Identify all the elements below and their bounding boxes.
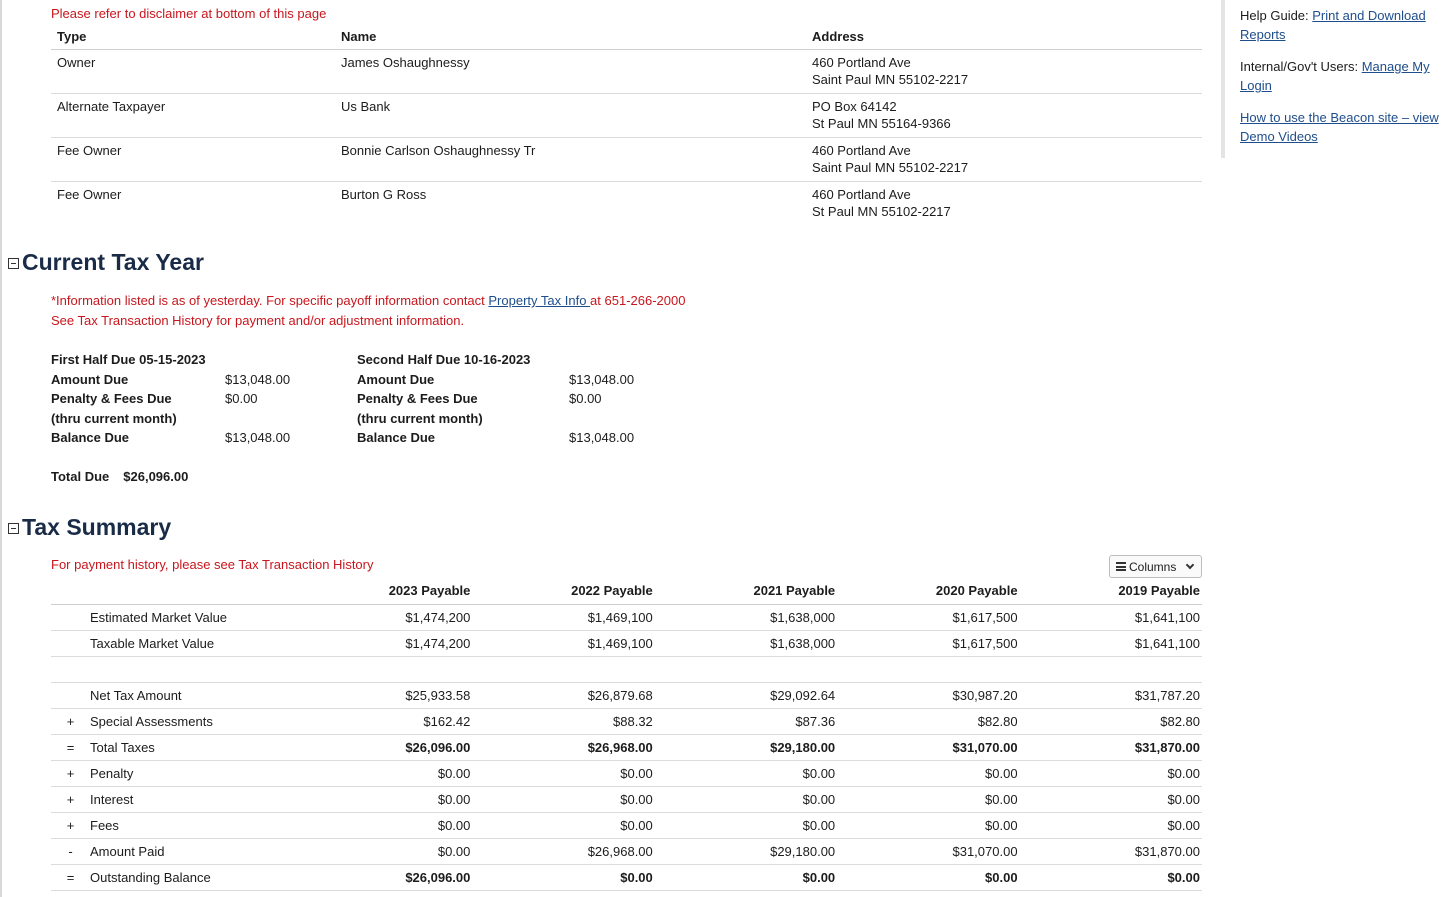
owner-type: Alternate Taxpayer [51,93,335,137]
demo-videos [1240,108,1453,146]
second-half-penalty: $0.00 [569,391,602,406]
year-col: 2019 Payable [1020,578,1202,604]
chevron-down-icon [1186,561,1194,569]
row-label: Net Tax Amount [90,682,290,708]
table-row: + Fees $0.00 $0.00 $0.00 $0.00 $0.00 [51,812,1202,838]
current-tax-year-title: Current Tax Year [22,249,204,275]
year-col: 2022 Payable [472,578,654,604]
row-label: Taxable Market Value [90,630,290,656]
second-half-heading: Second Half Due 10-16-2023 [357,352,531,367]
list-icon [1116,562,1126,571]
owner-row [51,181,1202,225]
owners-table [51,26,1202,225]
first-half-amount-due: $13,048.00 [225,371,291,387]
year-col: 2021 Payable [655,578,837,604]
disclaimer-note: Please refer to disclaimer at bottom of this page [51,6,327,21]
table-row: - Amount Paid $0.00 $26,968.00 $29,180.00 $31,070.00 $31,870.00 [51,838,1202,864]
gov-users: Internal/Gov't Users: Manage My Login [1240,59,1430,93]
owner-name: Bonnie Carlson Oshaughnessy Tr [335,137,806,181]
owner-name: James Oshaughnessy [335,49,806,93]
owners-col-address: Address [806,26,1202,49]
second-half-balance: $13,048.00 [569,430,635,445]
row-label: Special Assessments [90,708,290,734]
tax-summary-table [51,578,1202,891]
tax-summary-header-row [51,578,1202,604]
owner-name: Burton G Ross [341,186,427,202]
owners-col-name: Name [335,26,806,49]
owner-address: 460 Portland Ave St Paul MN 55102-2217 [812,186,951,219]
table-row: Taxable Market Value $1,474,200 $1,469,100 $1,638,000 $1,617,500 $1,641,100 [51,630,1202,656]
row-label: Amount Paid [90,838,290,864]
manage-login-link[interactable]: Manage My Login [1240,59,1430,93]
owner-type: Fee Owner [51,137,335,181]
collapse-icon[interactable] [8,258,19,269]
table-row: + Special Assessments $162.42 $88.32 $87.36 $82.80 $82.80 [51,708,1202,734]
first-half-penalty: $0.00 [225,391,258,406]
row-label: Penalty [90,760,290,786]
help-guide: Help Guide: Print and Download Reports [1240,8,1426,42]
table-row: + Interest $0.00 $0.00 $0.00 $0.00 $0.00 [51,786,1202,812]
year-col: 2020 Payable [837,578,1019,604]
owner-name: Us Bank [335,93,806,137]
demo-videos-link[interactable]: How to use the Beacon site – view Demo Videos [1240,110,1439,144]
owner-address: 460 Portland Ave Saint Paul MN 55102-2217 [806,49,1202,93]
print-download-reports-link[interactable]: Print and Download Reports [1240,8,1426,42]
left-border [0,0,2,897]
total-due-amount: $26,096.00 [123,469,189,484]
current-tax-year-header[interactable] [8,249,204,276]
help-panel [1221,0,1453,158]
tax-summary-header[interactable] [8,514,171,541]
second-half-block: Second Half Due 10-16-2023 Amount Due $13,048.00 Penalty & Fees Due $0.00 (thru current month) Balance Due $13,048.00 [357,350,634,448]
table-row: + Penalty $0.00 $0.00 $0.00 $0.00 $0.00 [51,760,1202,786]
table-row: = Total Taxes $26,096.00 $26,968.00 $29,180.00 $31,070.00 $31,870.00 [51,734,1202,760]
owners-col-type: Type [51,26,335,49]
year-col: 2023 Payable [290,578,472,604]
owner-row [51,49,1202,93]
row-label: Estimated Market Value [90,604,290,630]
table-row: = Outstanding Balance $26,096.00 $0.00 $0.00 $0.00 $0.00 [51,864,1202,890]
tax-summary-note: For payment history, please see Tax Transaction History [51,557,374,572]
row-label: Interest [90,786,290,812]
collapse-icon[interactable] [8,523,19,534]
row-label: Outstanding Balance [90,864,290,890]
current-tax-year-info: *Information listed is as of yesterday. For specific payoff information contact Property Tax Info at 651-266-2000 See Tax Transaction History for payment and/or adjustment information. [51,293,686,328]
property-tax-info-link[interactable]: Property Tax Info [488,293,591,308]
owner-address: 460 Portland Ave Saint Paul MN 55102-2217 [806,137,1202,181]
first-half-heading: First Half Due 05-15-2023 [51,352,206,367]
first-half-balance: $13,048.00 [225,430,291,445]
owner-row [51,137,1202,181]
columns-button[interactable]: Columns [1109,555,1202,578]
spacer-row [51,656,1202,682]
total-due: Total Due $26,096.00 [51,469,189,484]
owner-address: PO Box 64142 St Paul MN 55164-9366 [806,93,1202,137]
second-half-amount-due: $13,048.00 [569,371,635,387]
table-row: Net Tax Amount $25,933.58 $26,879.68 $29,092.64 $30,987.20 $31,787.20 [51,682,1202,708]
row-label: Fees [90,812,290,838]
row-label: Total Taxes [90,734,290,760]
first-half-block: First Half Due 05-15-2023 Amount Due $13,048.00 Penalty & Fees Due $0.00 (thru current month) Balance Due $13,048.00 [51,350,290,448]
owner-type: Fee Owner [57,186,122,202]
owners-header-row [51,26,1202,49]
owner-row [51,93,1202,137]
table-row: Estimated Market Value $1,474,200 $1,469,100 $1,638,000 $1,617,500 $1,641,100 [51,604,1202,630]
owner-type: Owner [51,49,335,93]
tax-summary-title: Tax Summary [22,514,172,540]
